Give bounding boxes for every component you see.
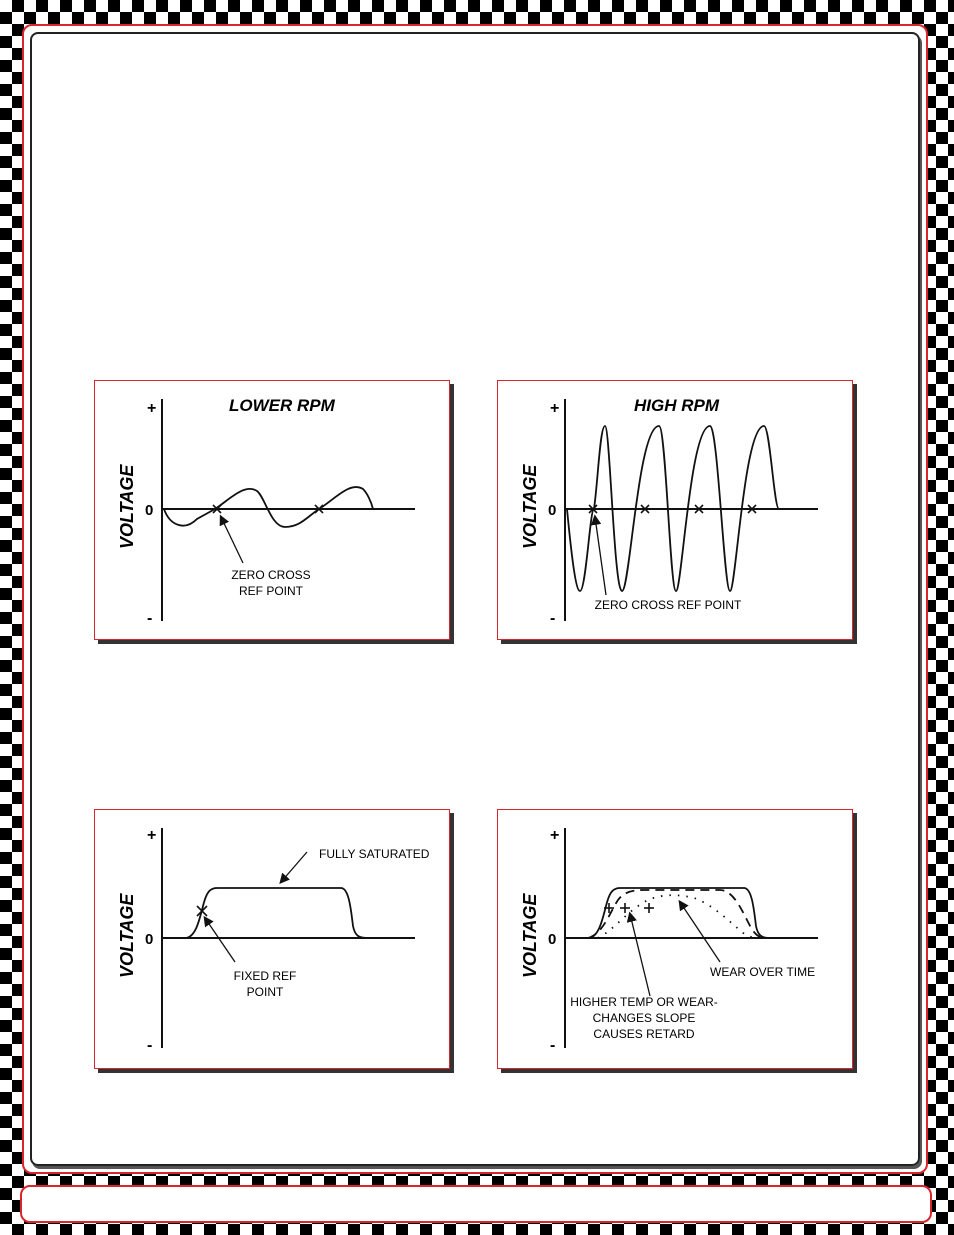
y-axis-label: VOLTAGE [520, 893, 540, 978]
annotation-arrow [221, 517, 243, 563]
saturated-arrow [281, 852, 307, 882]
zero-label: 0 [548, 931, 557, 948]
panel-wear-over-time [497, 809, 853, 1069]
wear-diagram [498, 810, 854, 1070]
plus-label: + [147, 827, 157, 844]
minus-label: - [147, 610, 153, 627]
annotation-arrow [595, 517, 606, 595]
plus-label: + [550, 827, 560, 844]
plus-label: + [147, 400, 157, 417]
worn-waveform [598, 895, 760, 938]
waveform [164, 888, 383, 938]
ref-plus-mark-2 [620, 903, 630, 913]
zero-label: 0 [548, 502, 557, 519]
zero-label: 0 [145, 502, 154, 519]
saturated-waveform [567, 888, 786, 938]
annotation-line1: HIGHER TEMP OR WEAR- [570, 995, 718, 1009]
panel-fully-saturated [94, 809, 450, 1069]
ref-point-arrow [205, 918, 235, 962]
minus-label: - [147, 1037, 153, 1054]
annotation: ZERO CROSS REF POINT [594, 598, 742, 612]
annotation-line3: CAUSES RETARD [593, 1027, 695, 1041]
panel-title: HIGH RPM [634, 396, 719, 415]
panel-high-rpm [497, 380, 853, 640]
minus-label: - [550, 610, 556, 627]
plus-label: + [550, 400, 560, 417]
annotation-right: WEAR OVER TIME [710, 965, 816, 979]
annotation-line2: POINT [246, 985, 284, 999]
annotation-line1: ZERO CROSS [231, 568, 311, 582]
high-rpm-diagram [498, 381, 854, 641]
waveform [164, 487, 373, 527]
y-axis-label: VOLTAGE [520, 464, 540, 549]
saturated-diagram [95, 810, 451, 1070]
y-axis-label: VOLTAGE [117, 893, 137, 978]
annotation-line1: FIXED REF [233, 969, 297, 983]
annotation-line2: REF POINT [238, 584, 304, 598]
wear-arrow [680, 902, 720, 962]
temp-arrow [630, 914, 650, 996]
lower-rpm-diagram [95, 381, 451, 641]
ref-plus-mark-3 [644, 903, 654, 913]
zero-label: 0 [145, 931, 154, 948]
minus-label: - [550, 1037, 556, 1054]
panel-title: LOWER RPM [229, 396, 335, 415]
annotation-top: FULLY SATURATED [319, 847, 430, 861]
panel-lower-rpm [94, 380, 450, 640]
y-axis-label: VOLTAGE [117, 464, 137, 549]
footer-bar [20, 1185, 932, 1223]
hot-waveform [588, 890, 766, 938]
annotation-line2: CHANGES SLOPE [592, 1011, 696, 1025]
